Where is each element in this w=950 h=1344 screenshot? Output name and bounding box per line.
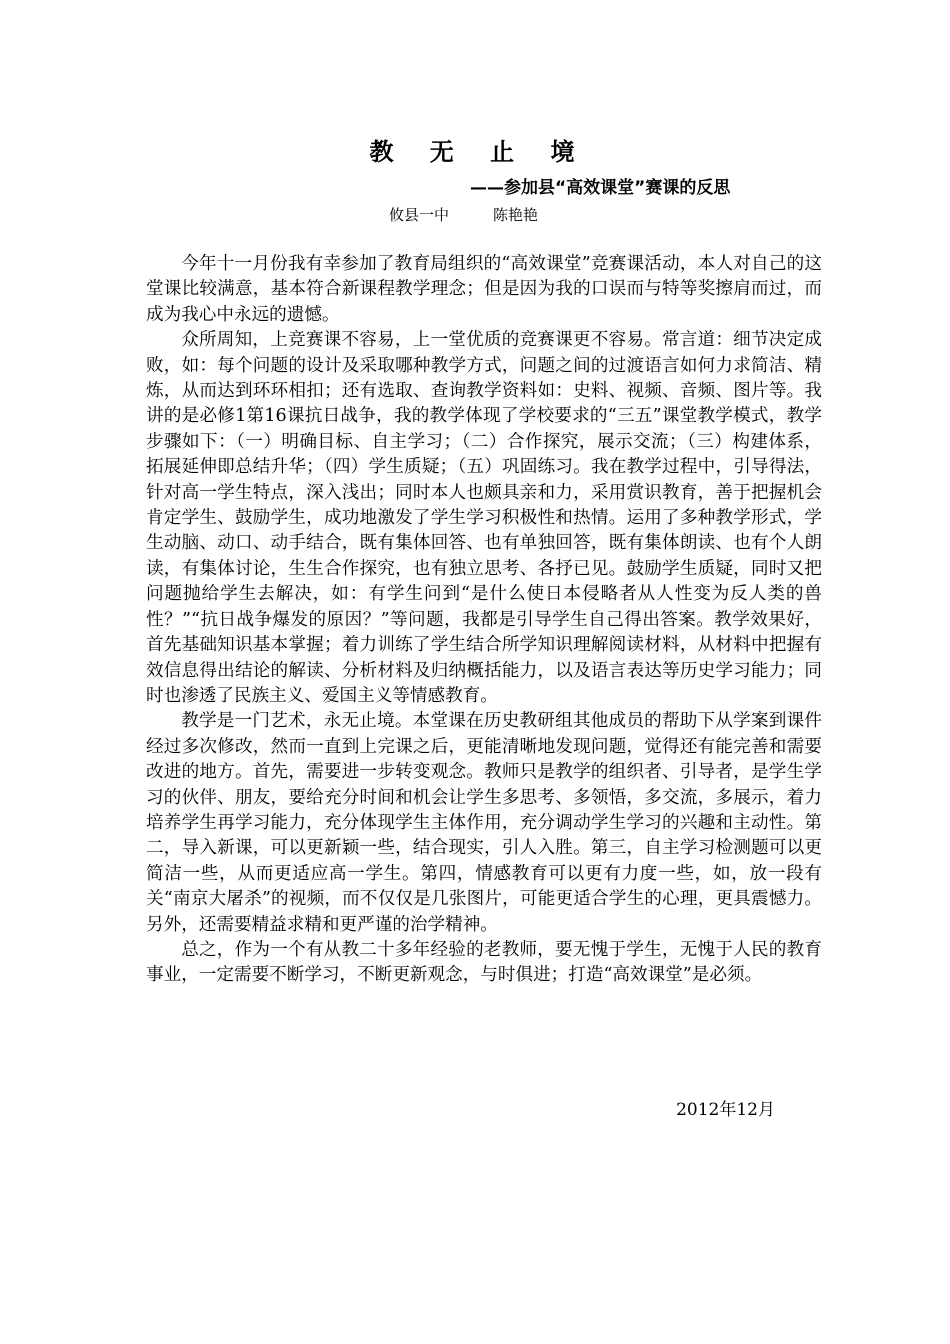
byline bbox=[389, 204, 538, 226]
page-title: 教 无 止 境 bbox=[369, 138, 589, 166]
document-date: 2012年12月 bbox=[676, 1100, 775, 1120]
paragraph-3: 教学是一门艺术，永无止境。本堂课在历史教研组其他成员的帮助下从学案到课件经过多次修改，然而一直到上完课之后，更能清晰地发现问题，觉得还有能完善和需要改进的地方。首先，需要进一步转变观念。教师只是教学的组织者、引导者，是学生学习的伙伴、朋友，要给充分时间和机会让学生多思考、多领悟，多交流，多展示，着力培养学生再学习能力，充分体现学生主体作用，充分调动学生学习的兴趣和主动性。第二，导入新课，可以更新颖一些，结合现实，引人入胜。第三，自主学习检测题可以更简洁一些，从而更适应高一学生。第四，情感教育可以更有力度一些，如，放一段有关“南京大屠杀”的视频，而不仅仅是几张图片，可能更适合学生的心理，更具震憾力。另外，还需要精益求精和更严谨的治学精神。 bbox=[146, 711, 822, 935]
paragraph-4: 总之，作为一个有从教二十多年经验的老教师，要无愧于学生，无愧于人民的教育事业，一定需要不断学习，不断更新观念，与时俱进；打造“高效课堂”是必须。 bbox=[146, 939, 822, 986]
paragraph-1: 今年十一月份我有幸参加了教育局组织的“高效课堂”竞赛课活动，本人对自己的这堂课比较满意，基本符合新课程教学理念；但是因为我的口误而与特等奖擦肩而过，而成为我心中永远的遗憾。 bbox=[146, 254, 822, 325]
article-body bbox=[146, 252, 822, 989]
page-subtitle: ——参加县“高效课堂”赛课的反思 bbox=[470, 178, 731, 198]
byline-school: 攸县一中 bbox=[389, 206, 450, 224]
byline-author: 陈艳艳 bbox=[493, 206, 539, 224]
paragraph-2: 众所周知，上竞赛课不容易，上一堂优质的竞赛课更不容易。常言道：细节决定成败，如：每个问题的设计及采取哪种教学方式，问题之间的过渡语言如何力求简洁、精炼，从而达到环环相扣；还有选取、查询教学资料如：史料、视频、音频、图片等。我讲的是必修1第16课抗日战争，我的教学体现了学校要求的“三五”课堂教学模式，教学步骤如下：（一）明确目标、自主学习；（二）合作探究，展示交流；（三）构建体系，拓展延伸即总结升华；（四）学生质疑；（五）巩固练习。我在教学过程中，引导得法，针对高一学生特点，深入浅出；同时本人也颇具亲和力，采用赏识教育，善于把握机会肯定学生、鼓励学生，成功地激发了学生学习积极性和热情。运用了多种教学形式，学生动脑、动口、动手结合，既有集体回答、也有单独回答，既有集体朗读、也有个人朗读，有集体讨论，生生合作探究，也有独立思考、各抒已见。鼓励学生质疑，同时又把问题抛给学生去解决，如：有学生问到“是什么使日本侵略者从人性变为反人类的兽性？”“抗日战争爆发的原因？”等问题，我都是引导学生自己得出答案。教学效果好，首先基础知识基本掌握；着力训练了学生结合所学知识理解阅读材料，从材料中把握有效信息得出结论的解读、分析材料及归纳概括能力，以及语言表达等历史学习能力；同时也渗透了民族主义、爱国主义等情感教育。 bbox=[146, 330, 822, 706]
